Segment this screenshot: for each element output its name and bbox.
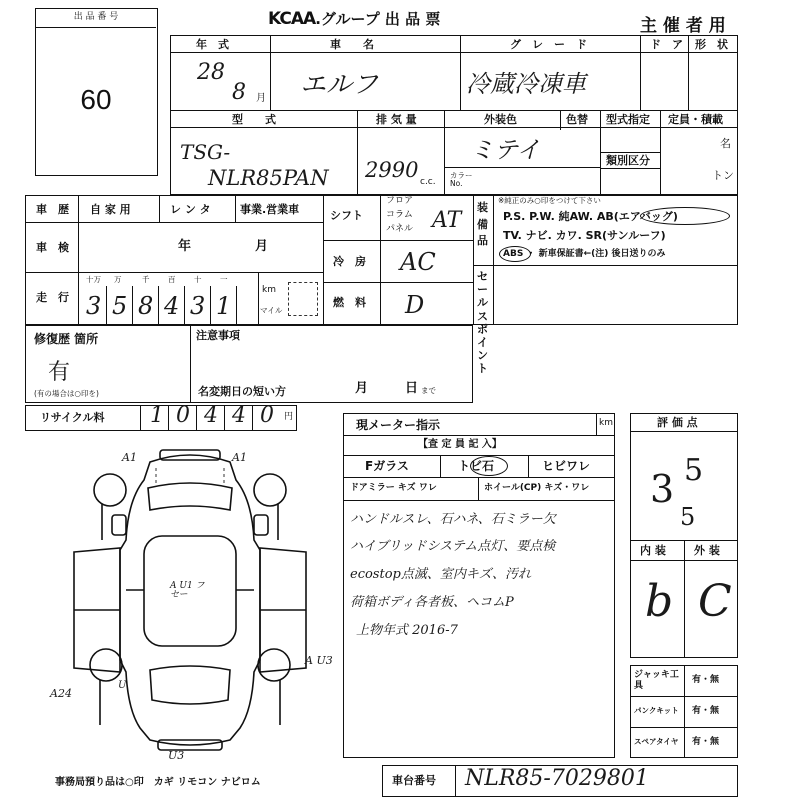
spare-label: スペアタイヤ	[634, 737, 679, 746]
puncture-label: パンクキット	[634, 706, 679, 715]
stone-chip-option[interactable]: トビ石	[458, 459, 495, 473]
caution-label: 注意事項	[196, 329, 240, 342]
class-label: 類別区分	[606, 154, 650, 167]
year-label: 年 式	[196, 38, 229, 51]
shift-option-floor[interactable]: フロア	[386, 196, 414, 206]
history-option-private[interactable]: 自 家 用	[90, 203, 131, 216]
digit-header-100: 百	[168, 275, 176, 284]
expiry-day: 日	[405, 381, 419, 396]
mile-unit: マイル	[260, 306, 283, 315]
inspection-year-unit: 年	[178, 239, 192, 254]
brand-logo: KCAA	[268, 9, 316, 29]
mile-checkbox[interactable]	[288, 282, 318, 316]
body-label: 形 状	[695, 38, 728, 51]
sales-point-label: セールスポイント	[477, 270, 488, 376]
exterior-label: 外 装	[694, 544, 720, 557]
capacity-label: 定員・積載	[668, 113, 723, 126]
equipment-line-1: P.S. P.W. 純AW. AB(エアバッグ)	[503, 210, 678, 223]
meter-km-unit: km	[599, 418, 613, 428]
chassis-number-label: 車台番号	[392, 774, 436, 787]
expiry-month: 月	[355, 381, 369, 396]
repair-note: (有の場合は○印を)	[34, 389, 99, 398]
damage-mark-left-side: U	[118, 680, 127, 691]
lot-number-label: 出 品 番 号	[73, 12, 119, 22]
inspection-month-unit: 月	[255, 239, 269, 254]
fuel-value: D	[405, 291, 425, 319]
spare-option[interactable]: 有・無	[692, 737, 720, 747]
digit-header-10: 十	[194, 275, 202, 284]
grade-value: 冷蔵冷凍車	[466, 70, 586, 98]
displacement-value: 2990	[365, 158, 419, 182]
color-change-label: 色替	[566, 113, 588, 126]
damage-mark-front-left: A1	[122, 451, 137, 464]
ac-label: 冷 房	[333, 255, 366, 268]
digit-header-10k: 万	[114, 275, 122, 284]
jack-option[interactable]: 有・無	[692, 675, 720, 685]
year-value: 28	[197, 60, 225, 85]
chassis-number-value: NLR85-7029801	[465, 766, 649, 791]
equipment-line-3: ABS ・ 新車保証書←(注) 後日送りのみ	[503, 249, 666, 259]
doors-label: ド ア	[650, 38, 683, 51]
damage-mark-front-right: A1	[232, 451, 247, 464]
cc-unit: c.c.	[420, 177, 436, 187]
vehicle-damage-diagram	[40, 440, 340, 770]
maker-label: 車 名	[330, 38, 374, 51]
inspector-label: 【査 定 員 記 入】	[418, 439, 502, 450]
shift-value: AT	[432, 208, 462, 233]
displacement-label: 排 気 量	[376, 113, 417, 126]
digit-header-100k: 十万	[86, 275, 101, 284]
model-value-line1: TSG-	[180, 140, 231, 164]
puncture-option[interactable]: 有・無	[692, 706, 720, 716]
form-title: .グループ 出 品 票	[315, 10, 441, 28]
damage-mark-rear-left: A24	[50, 687, 72, 700]
digit-header-1: 一	[220, 275, 228, 284]
organizer-copy-label: 主 催 者 用	[640, 16, 726, 36]
mirror-label: ドアミラー キズ ワレ	[350, 483, 437, 493]
recycle-digit-4: 4	[232, 403, 246, 428]
inspection-note-4: 荷箱ボディ各者板、ヘコムP	[350, 595, 514, 610]
expiry-until: まで	[421, 386, 436, 395]
grade-label: グ レ ー ド	[510, 38, 587, 51]
mileage-digit-1: 3	[86, 292, 102, 320]
damage-mark-rear-right: A U3	[305, 654, 333, 667]
inspection-label: 車 検	[36, 241, 69, 254]
model-label: 型 式	[232, 113, 276, 126]
history-option-business[interactable]: 事業.営業車	[240, 203, 300, 216]
inspection-note-1: ハンドルスレ、石ハネ、石ミラー欠	[350, 512, 556, 527]
shift-option-column[interactable]: コラム	[386, 210, 413, 220]
score-value-sup: 5	[684, 453, 704, 488]
wheel-label: ホイール(CP) キズ・ワレ	[484, 483, 590, 493]
equipment-label: 装 備 品	[477, 201, 488, 247]
recycle-unit: 円	[284, 412, 294, 422]
mileage-label: 走 行	[36, 291, 69, 304]
repair-label: 修復歴 箇所	[34, 332, 99, 346]
short-expiry-label: 名変期日の短い方	[198, 385, 286, 398]
crack-option[interactable]: ヒビワレ	[542, 459, 591, 473]
abs-circle-mark	[499, 246, 531, 262]
score-value: 3	[650, 467, 675, 511]
score-value-sub: 5	[680, 503, 696, 531]
month-value: 8	[232, 80, 246, 105]
inspection-note-3: ecostop点滅、室内キズ、汚れ	[350, 567, 531, 582]
history-option-rental[interactable]: レ ン タ	[170, 203, 211, 216]
capacity-person-unit: 名	[720, 137, 731, 150]
mileage-digit-4: 4	[164, 292, 180, 320]
lot-number-value: 60	[80, 84, 112, 115]
damage-mark-roof: A U1 フセー	[170, 581, 205, 600]
mileage-digit-6: 1	[216, 292, 232, 320]
lot-number-box	[35, 8, 158, 176]
equipment-line-2: TV. ナビ. カワ. SR(サンルーフ)	[503, 229, 666, 242]
recycle-label: リサイクル料	[40, 411, 105, 424]
interior-score: b	[645, 576, 674, 627]
recycle-digit-2: 0	[176, 403, 190, 428]
recycle-digit-3: 4	[204, 403, 218, 428]
mileage-digit-2: 5	[112, 292, 128, 320]
color-label: 外装色	[484, 113, 517, 126]
digit-header-1k: 千	[142, 275, 150, 284]
month-unit: 月	[256, 93, 266, 104]
ac-value: AC	[400, 248, 436, 276]
km-unit: km	[262, 285, 276, 295]
repair-value: 有	[48, 360, 71, 385]
glass-label: Fガラス	[365, 459, 409, 473]
header-title	[268, 8, 440, 29]
score-label: 評 価 点	[657, 416, 698, 429]
interior-label: 内 装	[640, 544, 666, 557]
mileage-digit-5: 3	[190, 292, 206, 320]
inspection-note-5: 上物年式 2016-7	[356, 623, 458, 638]
model-value-line2: NLR85PAN	[208, 166, 329, 190]
ab-circle-mark	[640, 207, 730, 225]
recycle-digit-5: 0	[260, 403, 274, 428]
fuel-label: 燃 料	[333, 296, 366, 309]
mileage-digit-3: 8	[138, 292, 154, 320]
recycle-digit-1: 1	[150, 403, 164, 428]
maker-value: エルフ	[300, 70, 379, 100]
equipment-note: ※純正のみ○印をつけて下さい	[498, 196, 601, 205]
inspection-note-2: ハイブリッドシステム点灯、要点検	[350, 539, 556, 554]
shift-option-panel[interactable]: パネル	[386, 224, 414, 234]
shift-label: シフト	[330, 209, 363, 222]
history-label: 車 歴	[36, 203, 69, 216]
jack-label: ジャッキ工具	[634, 670, 679, 691]
color-value: ミテイ	[470, 136, 541, 164]
capacity-ton-unit: トン	[712, 169, 734, 182]
stone-chip-circle	[470, 456, 508, 476]
meter-label: 現メーター指示	[356, 418, 441, 432]
footer-note: 事務局預り品は○印 カギ リモコン ナビロム	[55, 777, 261, 788]
color-no-label: カラーNo.	[450, 171, 473, 188]
damage-mark-rear-bumper: U3	[168, 749, 185, 762]
model-spec-label: 型式指定	[606, 113, 650, 126]
exterior-score: C	[698, 576, 732, 627]
